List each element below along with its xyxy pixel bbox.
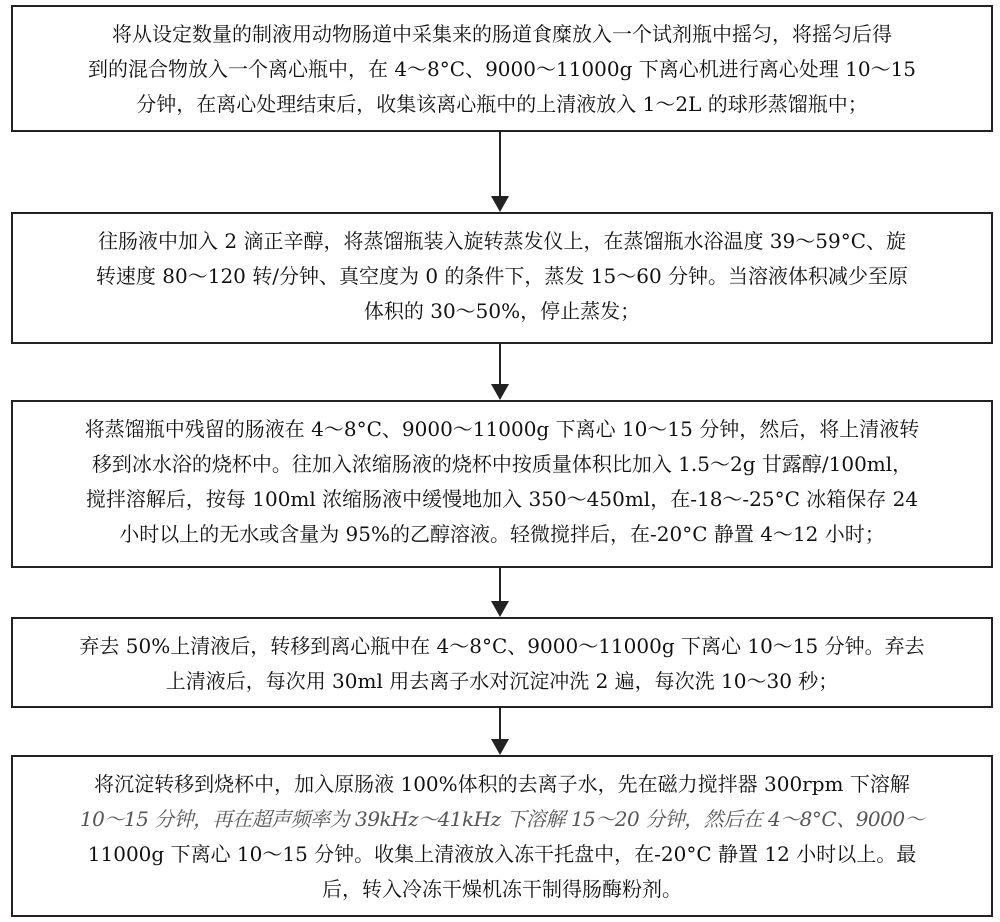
step-2-line-1: 往肠液中加入 2 滴正辛醇，将蒸馏瓶装入旋转蒸发仪上，在蒸馏瓶水浴温度 39～59°C、旋 (98, 229, 906, 253)
step-4-line-2: 上清液后，每次用 30ml 用去离子水对沉淀冲洗 2 遍，每次洗 10～30 秒； (165, 669, 839, 693)
step-2-line-3: 体积的 30～50%，停止蒸发； (363, 299, 641, 323)
step-1-box (11, 5, 993, 132)
arrowhead-icon (491, 196, 509, 212)
step-3-box (11, 400, 993, 568)
arrowhead-icon (491, 601, 509, 617)
step-3-line-4: 小时以上的无水或含量为 95%的乙醇溶液。轻微搅拌后，在-20°C 静置 4～12 小时； (119, 522, 885, 546)
step-3-line-2: 移到冰水浴的烧杯中。往加入浓缩肠液的烧杯中按质量体积比加入 1.5～2g 甘露醇/100ml， (91, 452, 913, 476)
step-5-line-4: 后，转入冷冻干燥机冻干制得肠酶粉剂。 (322, 877, 682, 901)
arrowhead-icon (491, 739, 509, 755)
step-4-line-1: 弃去 50%上清液后，转移到离心瓶中在 4～8°C、9000～11000g 下离心 10～15 分钟。弃去 (79, 634, 925, 658)
step-5-box (11, 755, 993, 917)
step-4-box (11, 617, 993, 708)
step-3-line-3: 搅拌溶解后，按每 100ml 浓缩肠液中缓慢地加入 350～450ml，在-18～-25°C 冰箱保存 24 (85, 487, 919, 511)
step-5-line-3: 11000g 下离心 10～15 分钟。收集上清液放入冻干托盘中，在-20°C 静置 12 小时以上。最 (87, 842, 917, 866)
step-2-line-2: 转速度 80～120 转/分钟、真空度为 0 的条件下，蒸发 15～60 分钟。当溶液体积减少至原 (95, 264, 909, 288)
step-3-line-1: 将蒸馏瓶中残留的肠液在 4～8°C、9000～11000g 下离心 10～15 分钟，然后，将上清液转 (84, 417, 920, 441)
arrow-3-to-4 (489, 568, 511, 617)
step-1-line-3: 分钟，在离心处理结束后，收集该离心瓶中的上清液放入 1～2L 的球形蒸馏瓶中； (136, 92, 868, 116)
arrow-2-to-3 (489, 344, 511, 400)
step-5-line-2: 10～15 分钟，再在超声频率为 39kHz～41kHz 下溶解 15～20 分钟，然后在 4～8°C、9000～ (79, 807, 925, 831)
arrowhead-icon (491, 384, 509, 400)
arrow-4-to-5 (489, 708, 511, 755)
arrow-1-to-2 (489, 132, 511, 212)
step-5-line-1: 将沉淀转移到烧杯中，加入原肠液 100%体积的去离子水，先在磁力搅拌器 300rpm 下溶解 (94, 772, 910, 796)
step-2-box (11, 212, 993, 344)
step-1-line-1: 将从设定数量的制液用动物肠道中采集来的肠道食糜放入一个试剂瓶中摇匀，将摇匀后得 (112, 22, 892, 46)
step-1-line-2: 到的混合物放入一个离心瓶中，在 4～8°C、9000～11000g 下离心机进行离心处理 10～15 (87, 57, 917, 81)
